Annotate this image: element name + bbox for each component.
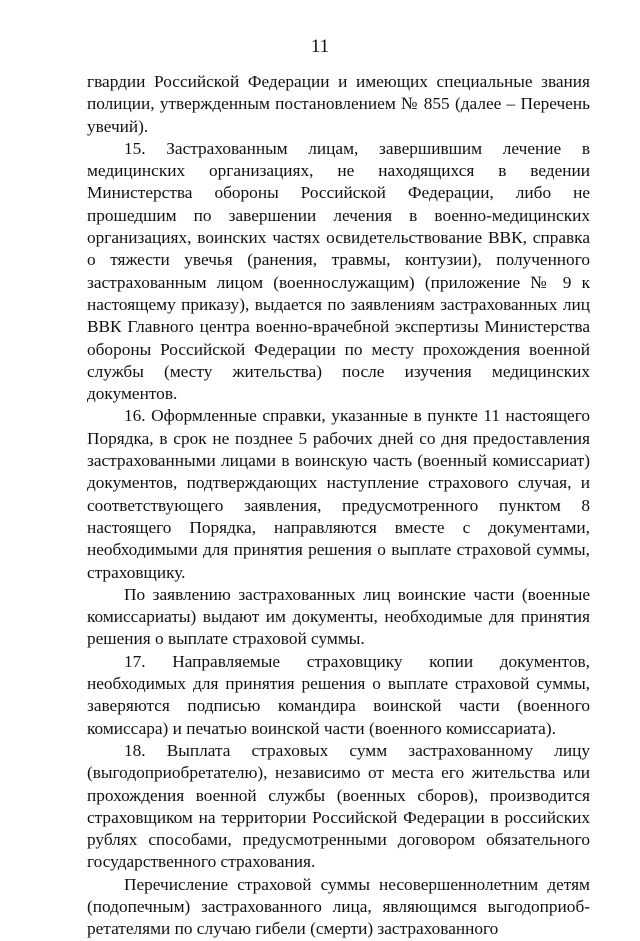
document-text [87,71,590,941]
paragraph-17: 17. Направляемые страховщику копии документов, необходимых для принятия решения о выплате страховой суммы, заверяются подписью командира воинской части (военного комиссара) и печатью воинской части (военного комиссариата). [87,651,590,738]
paragraph-15: 15. Застрахованным лицам, завершившим лечение в медицинских организациях, не находящихся в ведении Министерства обороны Российской Федерации, либо не прошедшим по завершении лечения в военно-медицинских организациях, воинских частях освидетельствование ВВК, справка о тяжести увечья (ранения, травмы, контузии), полученного застрахованным лицом (военнослужащим) (приложение № 9 к настоящему приказу), выдается по заявлениям застрахованных лиц ВВК Главного центра военно-врачебной экспертизы Министерства обороны Российской Федерации по месту прохождения военной службы (месту жительства) после изучения медицинских документов. [87,138,590,404]
paragraph-18: 18. Выплата страховых сумм застрахованному лицу (выгодоприобретателю), независимо от места его жительства или прохождения военной службы (военных сборов), производится страховщиком на территории Российской Федерации в российских рублях способами, предусмотренными договором обязательного государственного страхования. [87,740,590,872]
paragraph-continuation: гвардии Российской Федерации и имеющих специальные звания полиции, утвержденным постановлением № 855 (далее – Перечень увечий). [87,72,590,136]
paragraph-18-addendum: Перечисление страховой суммы несовершеннолетним детям (подопечным) застрахованного лица, являющимся выгодоприоб-ретателями по случаю гибели (смерти) застрахованного [87,874,590,939]
page-number: 11 [310,36,330,57]
paragraph-16: 16. Оформленные справки, указанные в пункте 11 настоящего Порядка, в срок не позднее 5 рабочих дней со дня предоставления застрахованными лицами в воинскую часть (военный комиссариат) документов, подтверждающих наступление страхового случая, и соответствующего заявления, предусмотренного пунктом 8 настоящего Порядка, направляются вместе с документами, необходимыми для принятия решения о выплате страховой суммы, страховщику. [87,406,590,582]
paragraph-16-addendum: По заявлению застрахованных лиц воинские части (военные комиссариаты) выдают им документы, необходимые для принятия решения о выплате страховой суммы. [87,584,590,649]
